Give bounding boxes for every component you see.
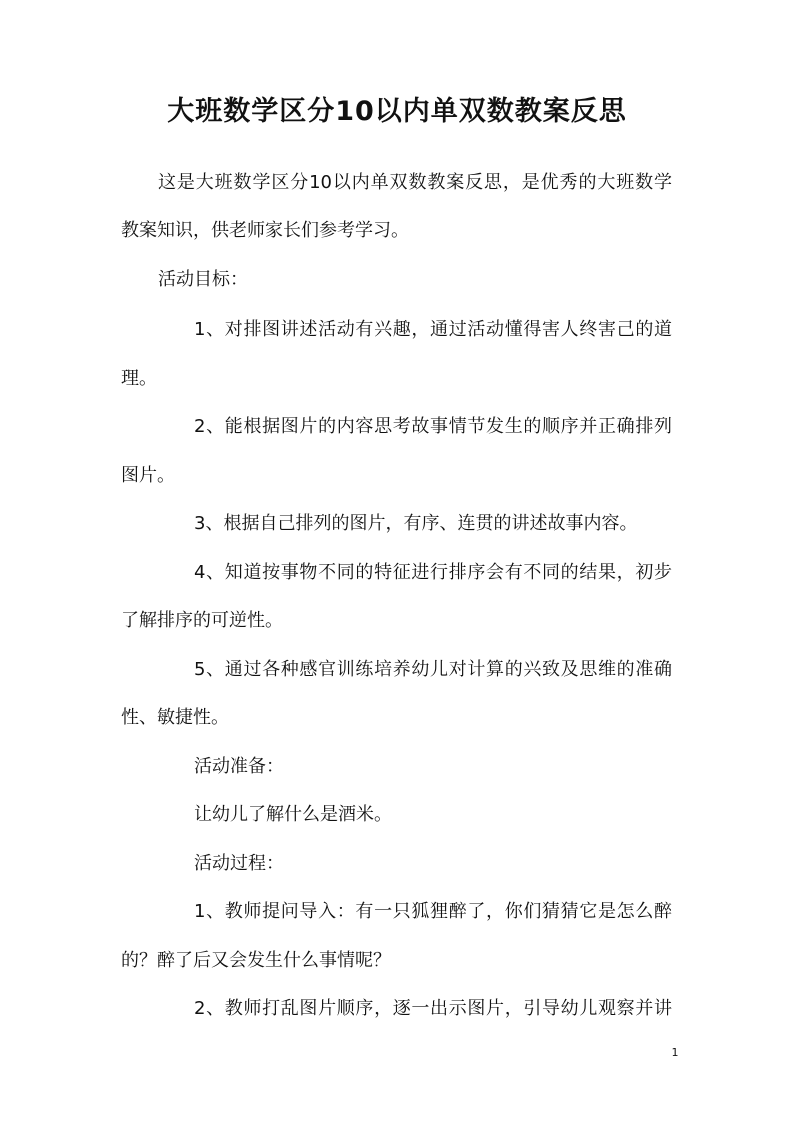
list-item: 1、对排图讲述活动有兴趣，通过活动懂得害人终害己的道 — [194, 319, 672, 340]
paragraph-line: 性、敏捷性。 — [121, 707, 229, 728]
paragraph-line: 这是大班数学区分10以内单双数教案反思，是优秀的大班数学 — [158, 172, 672, 193]
paragraph-line: 让幼儿了解什么是酒米。 — [194, 804, 392, 825]
paragraph-line: 教案知识，供老师家长们参考学习。 — [121, 220, 409, 241]
page-number: 1 — [671, 1046, 679, 1059]
paragraph-line: 了解排序的可逆性。 — [121, 610, 283, 631]
list-item: 5、通过各种感官训练培养幼儿对计算的兴致及思维的准确 — [194, 659, 672, 680]
list-item: 1、教师提问导入：有一只狐狸醉了，你们猜猜它是怎么醉 — [194, 901, 672, 922]
section-heading: 活动准备： — [194, 756, 284, 777]
paragraph-line: 图片。 — [121, 465, 175, 486]
page-title: 大班数学区分10以内单双数教案反思 — [167, 96, 627, 127]
section-heading: 活动过程： — [194, 853, 284, 874]
paragraph-line: 的？醉了后又会发生什么事情呢？ — [121, 950, 391, 971]
list-item: 3、根据自己排列的图片，有序、连贯的讲述故事内容。 — [194, 513, 638, 534]
list-item: 2、教师打乱图片顺序，逐一出示图片，引导幼儿观察并讲 — [194, 998, 672, 1019]
list-item: 2、能根据图片的内容思考故事情节发生的顺序并正确排列 — [194, 416, 672, 437]
list-item: 4、知道按事物不同的特征进行排序会有不同的结果，初步 — [194, 562, 672, 583]
paragraph-line: 理。 — [121, 368, 157, 389]
section-heading: 活动目标： — [158, 269, 248, 290]
